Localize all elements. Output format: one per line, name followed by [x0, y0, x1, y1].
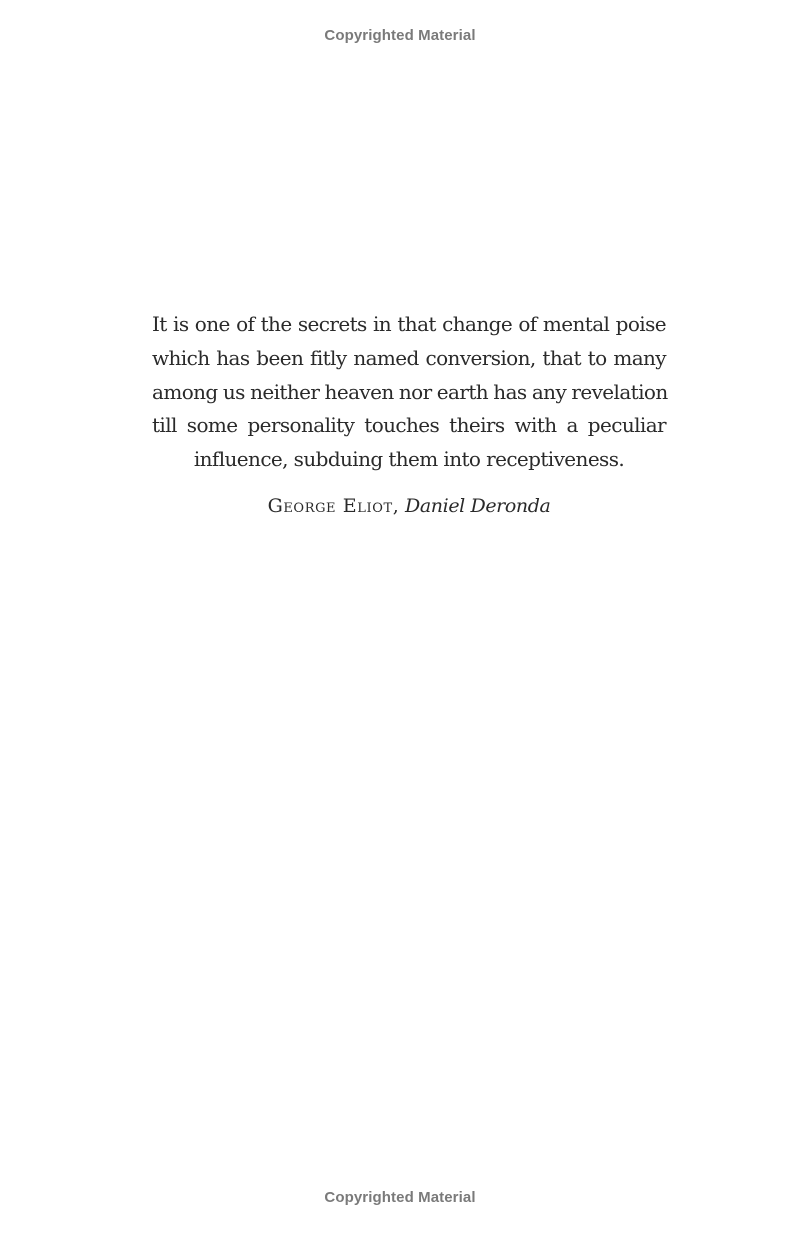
- epigraph-quote: [152, 308, 666, 477]
- epigraph-attribution: [0, 495, 800, 517]
- epigraph-line: among us neither heaven nor earth has any revelation: [152, 379, 668, 404]
- epigraph-line: till some personality touches theirs with a peculiar: [152, 413, 666, 438]
- epigraph-line: It is one of the secrets in that change of mental poise: [152, 312, 666, 336]
- attribution-book-title: Daniel Deronda: [405, 495, 551, 517]
- epigraph-line: which has been fitly named conversion, that to many: [152, 345, 666, 370]
- epigraph-line: influence, subduing them into receptiveness.: [193, 447, 625, 472]
- attribution-author: George Eliot,: [267, 495, 400, 517]
- copyright-watermark-top: Copyrighted Material: [324, 27, 476, 44]
- copyright-watermark-bottom: Copyrighted Material: [324, 1189, 476, 1206]
